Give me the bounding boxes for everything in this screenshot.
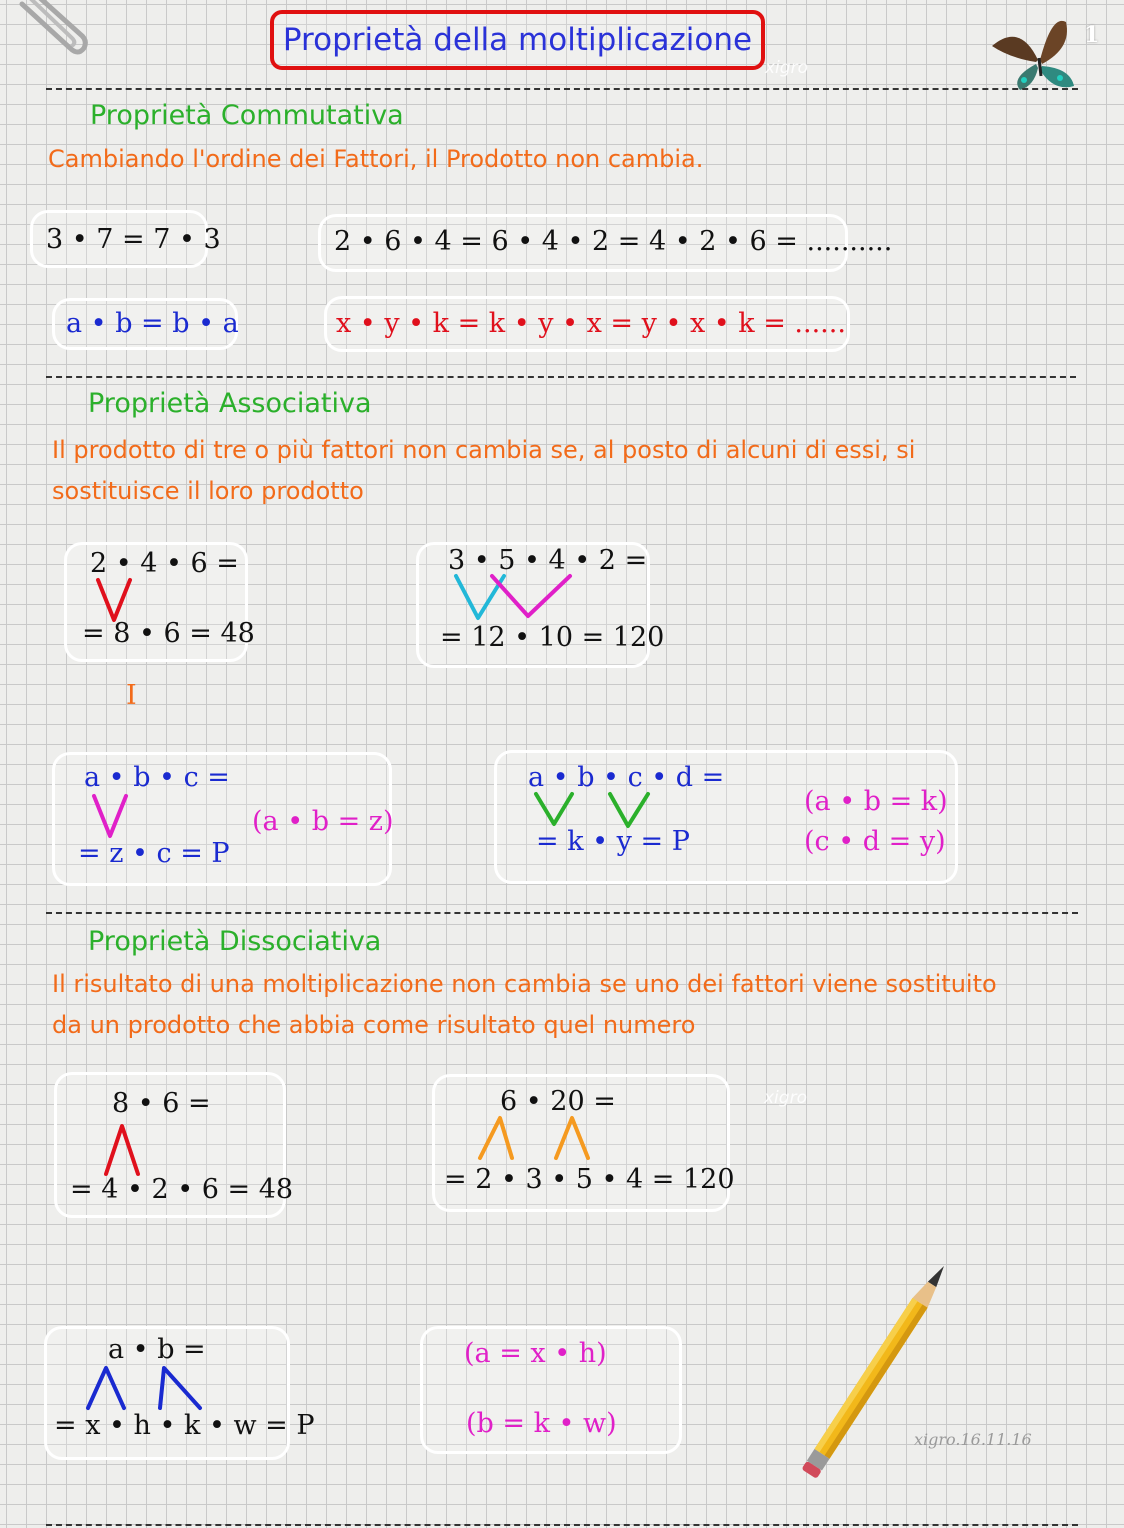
butterfly-icon [990,12,1080,92]
paperclip-icon [18,0,88,60]
section-heading-commutativa: Proprietà Commutativa [90,100,404,131]
section-heading-dissociativa: Proprietà Dissociativa [88,926,382,957]
page-title: Proprietà della moltiplicazione [270,10,765,70]
section-heading-associativa: Proprietà Associativa [88,388,372,419]
definition-associativa-line1: Il prodotto di tre o più fattori non cambia se, al posto di alcuni di essi, si [52,436,916,464]
page-number: 1 [1084,22,1100,48]
text-cursor: I [126,680,137,711]
separator [46,912,1078,914]
split-arrow [104,1120,144,1178]
example-result: = 8 • 6 = 48 [82,618,255,649]
example-top: 8 • 6 = [112,1088,211,1119]
example-result: = 12 • 10 = 120 [440,622,665,653]
example-equation: 2 • 6 • 4 = 6 • 4 • 2 = 4 • 2 • 6 = .......... [334,226,893,257]
definition-dissociativa-line2: da un prodotto che abbia come risultato quel numero [52,1011,696,1039]
definition-dissociativa-line1: Il risultato di una moltiplicazione non cambia se uno dei fattori viene sostituito [52,970,997,998]
watermark-middle: xigro [764,1088,807,1108]
separator [46,88,1078,90]
split-arrow [84,1364,208,1412]
example-top: a • b • c = [84,762,230,793]
example-equation: x • y • k = k • y • x = y • x • k = ...... [336,308,846,339]
credit: xigro.16.11.16 [914,1430,1032,1449]
example-result: = x • h • k • w = P [54,1410,315,1441]
example-result: = 4 • 2 • 6 = 48 [70,1174,294,1205]
example-note: (a • b = k) [804,786,948,817]
example-top: a • b • c • d = [528,762,725,793]
example-result: = k • y = P [536,826,690,857]
definition-commutativa: Cambiando l'ordine dei Fattori, il Prodotto non cambia. [48,145,704,173]
separator [46,1524,1078,1526]
watermark-top: xigro [765,58,808,78]
grouping-arrow [452,572,582,624]
example-top: 3 • 5 • 4 • 2 = [448,545,648,576]
example-equation: a • b = b • a [66,308,239,339]
example-result: = z • c = P [78,838,230,869]
pencil-icon [806,1260,956,1510]
example-note: (c • d = y) [804,826,946,857]
example-top: a • b = [108,1334,206,1365]
example-top: 6 • 20 = [500,1086,616,1117]
split-arrow [476,1114,596,1162]
separator [46,376,1076,378]
example-result: = 2 • 3 • 5 • 4 = 120 [444,1164,735,1195]
example-equation: 3 • 7 = 7 • 3 [46,224,221,255]
example-note: (a = x • h) [464,1338,607,1369]
example-note: (a • b = z) [252,806,394,837]
grouping-arrow [92,792,132,842]
example-top: 2 • 4 • 6 = [90,548,239,579]
definition-associativa-line2: sostituisce il loro prodotto [52,477,364,505]
example-note: (b = k • w) [466,1408,617,1439]
